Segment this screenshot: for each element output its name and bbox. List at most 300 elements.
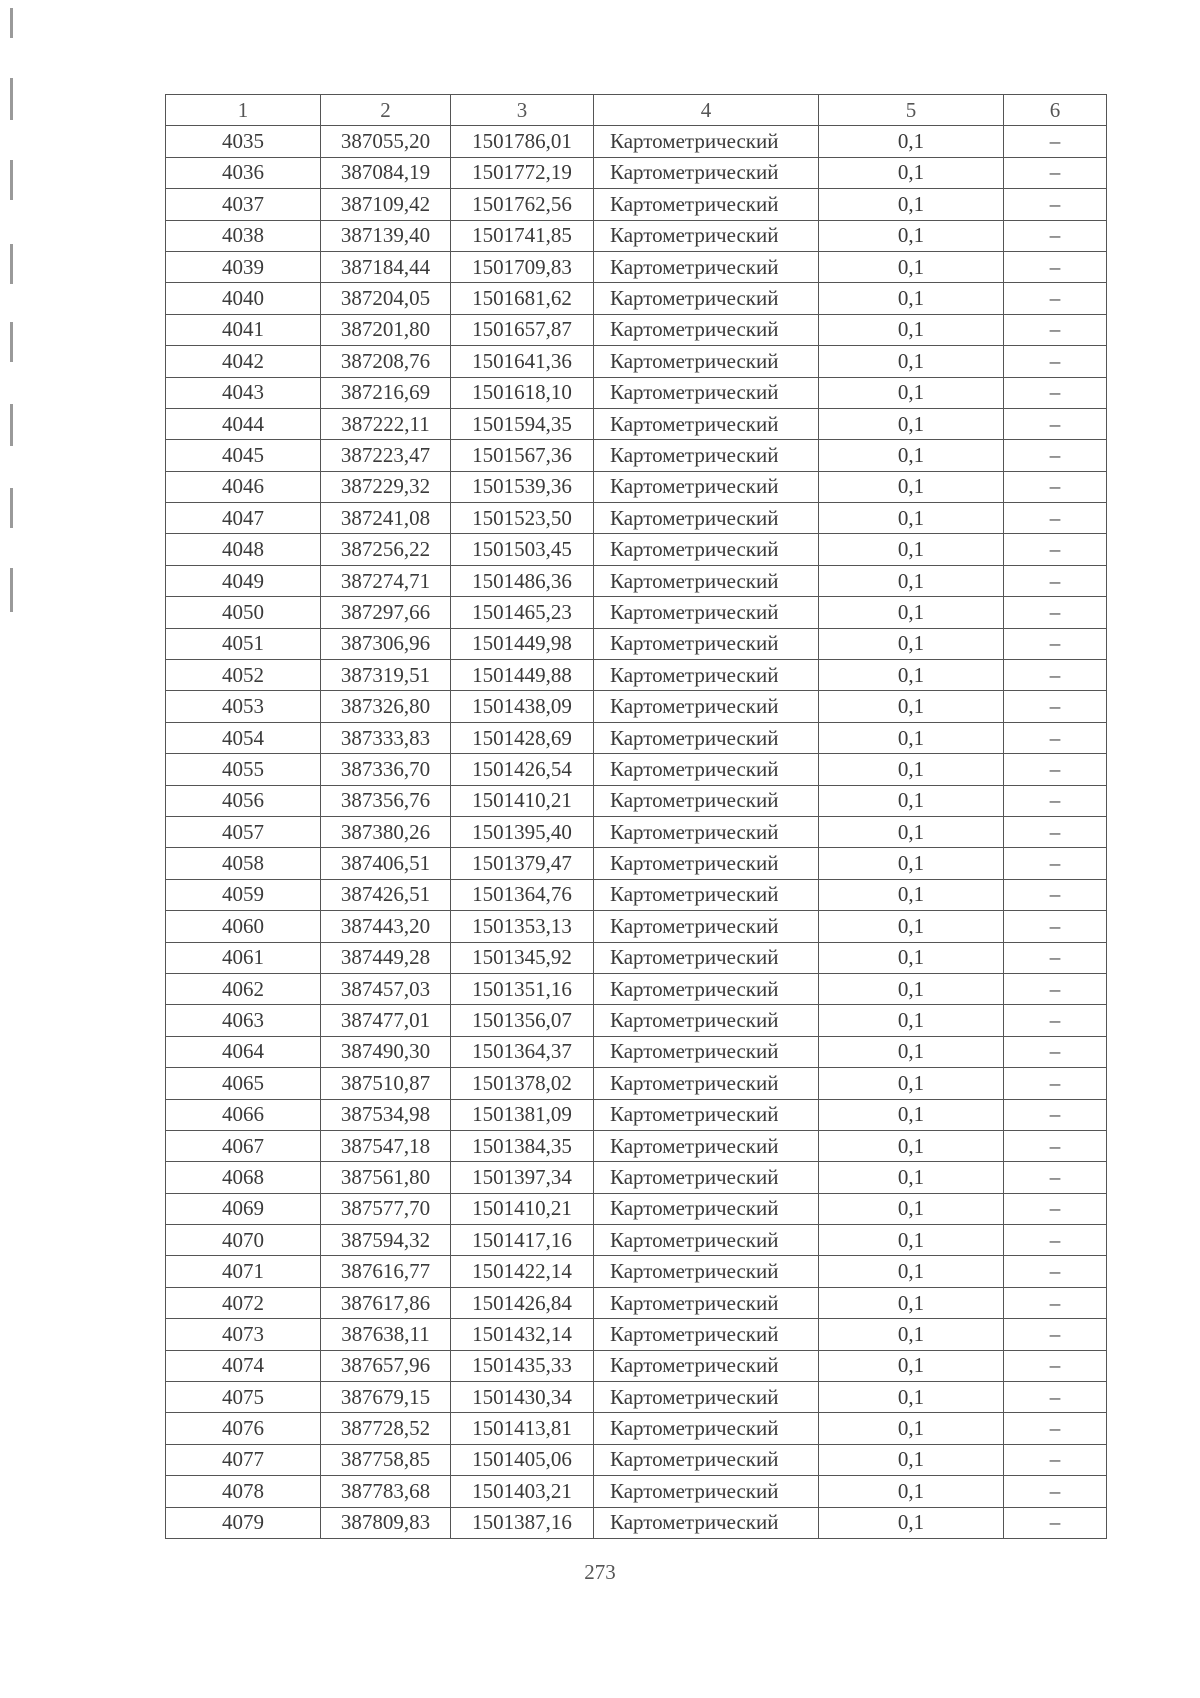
table-body	[166, 126, 1107, 1539]
table-cell-col-3: 1501426,84	[451, 1287, 594, 1318]
table-cell-col-6: –	[1004, 157, 1107, 188]
table-cell-col-6: –	[1004, 1036, 1107, 1067]
column-header-1: 1	[166, 95, 321, 126]
table-cell-col-5: 0,1	[819, 1193, 1004, 1224]
table-cell-col-4: Картометрический	[594, 1350, 819, 1381]
table-cell-col-2: 387406,51	[321, 848, 451, 879]
table-row	[166, 1319, 1107, 1350]
table-row	[166, 1476, 1107, 1507]
table-cell-col-5: 0,1	[819, 1507, 1004, 1538]
table-cell-col-6: –	[1004, 1413, 1107, 1444]
table-cell-col-2: 387241,08	[321, 503, 451, 534]
table-cell-col-6: –	[1004, 346, 1107, 377]
table-cell-col-3: 1501417,16	[451, 1225, 594, 1256]
table-cell-col-5: 0,1	[819, 1287, 1004, 1318]
table-cell-col-4: Картометрический	[594, 1099, 819, 1130]
table-cell-col-5: 0,1	[819, 754, 1004, 785]
table-cell-col-3: 1501430,34	[451, 1382, 594, 1413]
scan-mark	[10, 8, 13, 38]
table-cell-col-6: –	[1004, 1256, 1107, 1287]
table-cell-col-6: –	[1004, 534, 1107, 565]
table-cell-col-5: 0,1	[819, 314, 1004, 345]
table-cell-col-5: 0,1	[819, 251, 1004, 282]
table-cell-col-3: 1501486,36	[451, 565, 594, 596]
table-cell-col-5: 0,1	[819, 1350, 1004, 1381]
table-cell-col-1: 4073	[166, 1319, 321, 1350]
table-cell-col-6: –	[1004, 722, 1107, 753]
scan-mark	[10, 244, 13, 284]
table-cell-col-2: 387109,42	[321, 189, 451, 220]
table-cell-col-1: 4055	[166, 754, 321, 785]
table-cell-col-6: –	[1004, 1350, 1107, 1381]
table-cell-col-1: 4061	[166, 942, 321, 973]
table-cell-col-5: 0,1	[819, 1005, 1004, 1036]
table-cell-col-4: Картометрический	[594, 785, 819, 816]
table-cell-col-6: –	[1004, 408, 1107, 439]
table-cell-col-1: 4057	[166, 816, 321, 847]
table-cell-col-5: 0,1	[819, 691, 1004, 722]
table-cell-col-4: Картометрический	[594, 754, 819, 785]
table-cell-col-3: 1501403,21	[451, 1476, 594, 1507]
table-cell-col-1: 4063	[166, 1005, 321, 1036]
table-cell-col-4: Картометрический	[594, 1130, 819, 1161]
table-cell-col-5: 0,1	[819, 597, 1004, 628]
table-cell-col-5: 0,1	[819, 1225, 1004, 1256]
table-row	[166, 1225, 1107, 1256]
table-cell-col-1: 4037	[166, 189, 321, 220]
table-row	[166, 785, 1107, 816]
table-cell-col-6: –	[1004, 1319, 1107, 1350]
table-cell-col-3: 1501426,54	[451, 754, 594, 785]
table-cell-col-3: 1501397,34	[451, 1162, 594, 1193]
table-cell-col-1: 4059	[166, 879, 321, 910]
table-cell-col-1: 4068	[166, 1162, 321, 1193]
table-cell-col-2: 387426,51	[321, 879, 451, 910]
table-row	[166, 1099, 1107, 1130]
table-cell-col-6: –	[1004, 660, 1107, 691]
table-row	[166, 1193, 1107, 1224]
table-cell-col-5: 0,1	[819, 942, 1004, 973]
table-cell-col-4: Картометрический	[594, 565, 819, 596]
table-cell-col-2: 387547,18	[321, 1130, 451, 1161]
table-cell-col-1: 4043	[166, 377, 321, 408]
table-cell-col-4: Картометрический	[594, 816, 819, 847]
table-cell-col-5: 0,1	[819, 1162, 1004, 1193]
table-cell-col-3: 1501405,06	[451, 1444, 594, 1475]
column-header-2: 2	[321, 95, 451, 126]
table-cell-col-5: 0,1	[819, 1413, 1004, 1444]
scan-mark	[10, 568, 13, 612]
table-cell-col-1: 4056	[166, 785, 321, 816]
table-cell-col-6: –	[1004, 879, 1107, 910]
table-cell-col-5: 0,1	[819, 628, 1004, 659]
table-cell-col-1: 4062	[166, 973, 321, 1004]
table-cell-col-4: Картометрический	[594, 1162, 819, 1193]
table-cell-col-2: 387201,80	[321, 314, 451, 345]
table-cell-col-5: 0,1	[819, 848, 1004, 879]
table-cell-col-1: 4070	[166, 1225, 321, 1256]
table-cell-col-1: 4044	[166, 408, 321, 439]
table-cell-col-4: Картометрический	[594, 1256, 819, 1287]
table-cell-col-1: 4079	[166, 1507, 321, 1538]
coordinates-table-container	[165, 94, 1106, 1539]
table-cell-col-6: –	[1004, 1068, 1107, 1099]
table-cell-col-2: 387256,22	[321, 534, 451, 565]
table-cell-col-6: –	[1004, 628, 1107, 659]
table-cell-col-2: 387274,71	[321, 565, 451, 596]
table-cell-col-2: 387657,96	[321, 1350, 451, 1381]
table-cell-col-5: 0,1	[819, 973, 1004, 1004]
table-cell-col-2: 387594,32	[321, 1225, 451, 1256]
table-cell-col-3: 1501353,13	[451, 911, 594, 942]
table-cell-col-4: Картометрический	[594, 503, 819, 534]
table-cell-col-5: 0,1	[819, 1319, 1004, 1350]
table-cell-col-2: 387510,87	[321, 1068, 451, 1099]
table-cell-col-3: 1501567,36	[451, 440, 594, 471]
table-cell-col-5: 0,1	[819, 189, 1004, 220]
table-cell-col-2: 387534,98	[321, 1099, 451, 1130]
table-cell-col-1: 4078	[166, 1476, 321, 1507]
table-cell-col-3: 1501379,47	[451, 848, 594, 879]
table-row	[166, 251, 1107, 282]
table-cell-col-3: 1501641,36	[451, 346, 594, 377]
table-cell-col-1: 4050	[166, 597, 321, 628]
table-row	[166, 1068, 1107, 1099]
table-cell-col-1: 4052	[166, 660, 321, 691]
table-row	[166, 471, 1107, 502]
table-cell-col-5: 0,1	[819, 1256, 1004, 1287]
table-cell-col-6: –	[1004, 503, 1107, 534]
table-cell-col-3: 1501384,35	[451, 1130, 594, 1161]
table-cell-col-4: Картометрический	[594, 660, 819, 691]
table-cell-col-6: –	[1004, 597, 1107, 628]
table-cell-col-2: 387577,70	[321, 1193, 451, 1224]
table-cell-col-3: 1501709,83	[451, 251, 594, 282]
table-cell-col-6: –	[1004, 1382, 1107, 1413]
table-row	[166, 942, 1107, 973]
table-cell-col-5: 0,1	[819, 157, 1004, 188]
scan-mark	[10, 404, 13, 446]
table-cell-col-1: 4058	[166, 848, 321, 879]
table-cell-col-3: 1501381,09	[451, 1099, 594, 1130]
table-cell-col-4: Картометрический	[594, 440, 819, 471]
table-cell-col-5: 0,1	[819, 126, 1004, 157]
table-row	[166, 597, 1107, 628]
table-cell-col-2: 387084,19	[321, 157, 451, 188]
table-row	[166, 911, 1107, 942]
table-cell-col-3: 1501523,50	[451, 503, 594, 534]
table-cell-col-4: Картометрический	[594, 314, 819, 345]
table-cell-col-2: 387457,03	[321, 973, 451, 1004]
table-cell-col-4: Картометрический	[594, 691, 819, 722]
table-row	[166, 1382, 1107, 1413]
table-cell-col-4: Картометрический	[594, 942, 819, 973]
table-cell-col-4: Картометрический	[594, 848, 819, 879]
table-cell-col-2: 387055,20	[321, 126, 451, 157]
table-cell-col-1: 4040	[166, 283, 321, 314]
table-row	[166, 565, 1107, 596]
table-cell-col-1: 4067	[166, 1130, 321, 1161]
table-row	[166, 1507, 1107, 1538]
table-cell-col-4: Картометрический	[594, 1444, 819, 1475]
column-header-4: 4	[594, 95, 819, 126]
table-cell-col-1: 4049	[166, 565, 321, 596]
table-cell-col-3: 1501503,45	[451, 534, 594, 565]
table-row	[166, 503, 1107, 534]
table-cell-col-6: –	[1004, 1099, 1107, 1130]
table-row	[166, 1413, 1107, 1444]
table-row	[166, 377, 1107, 408]
table-cell-col-2: 387319,51	[321, 660, 451, 691]
table-cell-col-3: 1501410,21	[451, 1193, 594, 1224]
table-cell-col-1: 4053	[166, 691, 321, 722]
table-row	[166, 314, 1107, 345]
table-cell-col-2: 387561,80	[321, 1162, 451, 1193]
table-cell-col-2: 387443,20	[321, 911, 451, 942]
table-cell-col-2: 387728,52	[321, 1413, 451, 1444]
table-row	[166, 1444, 1107, 1475]
table-cell-col-5: 0,1	[819, 816, 1004, 847]
table-row	[166, 534, 1107, 565]
table-cell-col-1: 4069	[166, 1193, 321, 1224]
table-cell-col-3: 1501681,62	[451, 283, 594, 314]
table-row	[166, 879, 1107, 910]
table-cell-col-3: 1501772,19	[451, 157, 594, 188]
table-cell-col-3: 1501741,85	[451, 220, 594, 251]
table-cell-col-2: 387783,68	[321, 1476, 451, 1507]
table-cell-col-1: 4039	[166, 251, 321, 282]
table-cell-col-4: Картометрический	[594, 628, 819, 659]
table-cell-col-1: 4076	[166, 1413, 321, 1444]
coordinates-table	[165, 94, 1107, 1539]
table-cell-col-6: –	[1004, 754, 1107, 785]
table-cell-col-3: 1501657,87	[451, 314, 594, 345]
table-cell-col-5: 0,1	[819, 1099, 1004, 1130]
table-cell-col-2: 387679,15	[321, 1382, 451, 1413]
table-cell-col-4: Картометрический	[594, 377, 819, 408]
table-cell-col-1: 4038	[166, 220, 321, 251]
table-cell-col-6: –	[1004, 1162, 1107, 1193]
table-cell-col-1: 4036	[166, 157, 321, 188]
table-row	[166, 408, 1107, 439]
table-row	[166, 848, 1107, 879]
table-cell-col-4: Картометрический	[594, 1005, 819, 1036]
table-cell-col-2: 387490,30	[321, 1036, 451, 1067]
table-cell-col-5: 0,1	[819, 377, 1004, 408]
table-cell-col-6: –	[1004, 377, 1107, 408]
table-cell-col-6: –	[1004, 785, 1107, 816]
table-row	[166, 816, 1107, 847]
table-row	[166, 126, 1107, 157]
table-row	[166, 1005, 1107, 1036]
table-cell-col-2: 387222,11	[321, 408, 451, 439]
table-row	[166, 1036, 1107, 1067]
table-row	[166, 346, 1107, 377]
table-row	[166, 220, 1107, 251]
table-row	[166, 754, 1107, 785]
scan-mark	[10, 488, 13, 528]
table-cell-col-4: Картометрический	[594, 597, 819, 628]
table-cell-col-4: Картометрический	[594, 251, 819, 282]
table-cell-col-5: 0,1	[819, 534, 1004, 565]
table-cell-col-3: 1501378,02	[451, 1068, 594, 1099]
table-cell-col-2: 387336,70	[321, 754, 451, 785]
table-row	[166, 722, 1107, 753]
table-cell-col-1: 4065	[166, 1068, 321, 1099]
table-header-row	[166, 95, 1107, 126]
table-cell-col-6: –	[1004, 1193, 1107, 1224]
table-cell-col-6: –	[1004, 283, 1107, 314]
table-cell-col-3: 1501345,92	[451, 942, 594, 973]
table-cell-col-2: 387223,47	[321, 440, 451, 471]
table-cell-col-3: 1501618,10	[451, 377, 594, 408]
table-cell-col-3: 1501395,40	[451, 816, 594, 847]
table-cell-col-1: 4046	[166, 471, 321, 502]
table-cell-col-1: 4072	[166, 1287, 321, 1318]
table-cell-col-4: Картометрический	[594, 1382, 819, 1413]
table-cell-col-1: 4051	[166, 628, 321, 659]
table-cell-col-3: 1501351,16	[451, 973, 594, 1004]
table-cell-col-1: 4075	[166, 1382, 321, 1413]
scan-mark	[10, 322, 13, 362]
table-cell-col-6: –	[1004, 942, 1107, 973]
table-cell-col-6: –	[1004, 565, 1107, 596]
table-cell-col-4: Картометрический	[594, 1287, 819, 1318]
table-cell-col-6: –	[1004, 1444, 1107, 1475]
table-cell-col-6: –	[1004, 1130, 1107, 1161]
table-cell-col-6: –	[1004, 251, 1107, 282]
table-cell-col-3: 1501413,81	[451, 1413, 594, 1444]
table-cell-col-6: –	[1004, 691, 1107, 722]
table-cell-col-5: 0,1	[819, 660, 1004, 691]
table-cell-col-6: –	[1004, 1287, 1107, 1318]
table-cell-col-5: 0,1	[819, 911, 1004, 942]
table-cell-col-5: 0,1	[819, 1068, 1004, 1099]
table-cell-col-3: 1501449,88	[451, 660, 594, 691]
column-header-5: 5	[819, 95, 1004, 126]
table-cell-col-6: –	[1004, 126, 1107, 157]
table-cell-col-4: Картометрический	[594, 1507, 819, 1538]
table-cell-col-3: 1501356,07	[451, 1005, 594, 1036]
column-header-6: 6	[1004, 95, 1107, 126]
table-cell-col-2: 387306,96	[321, 628, 451, 659]
table-cell-col-2: 387617,86	[321, 1287, 451, 1318]
table-cell-col-1: 4041	[166, 314, 321, 345]
table-cell-col-2: 387139,40	[321, 220, 451, 251]
table-cell-col-4: Картометрический	[594, 879, 819, 910]
table-cell-col-4: Картометрический	[594, 189, 819, 220]
table-cell-col-5: 0,1	[819, 565, 1004, 596]
table-cell-col-6: –	[1004, 1476, 1107, 1507]
table-cell-col-5: 0,1	[819, 722, 1004, 753]
table-row	[166, 189, 1107, 220]
table-cell-col-2: 387229,32	[321, 471, 451, 502]
table-cell-col-2: 387184,44	[321, 251, 451, 282]
table-cell-col-6: –	[1004, 440, 1107, 471]
scan-mark	[10, 160, 13, 200]
table-cell-col-6: –	[1004, 1507, 1107, 1538]
table-cell-col-5: 0,1	[819, 1444, 1004, 1475]
table-cell-col-4: Картометрический	[594, 126, 819, 157]
table-cell-col-1: 4071	[166, 1256, 321, 1287]
table-cell-col-4: Картометрический	[594, 283, 819, 314]
table-cell-col-4: Картометрический	[594, 346, 819, 377]
table-cell-col-4: Картометрический	[594, 534, 819, 565]
table-cell-col-2: 387297,66	[321, 597, 451, 628]
table-cell-col-4: Картометрический	[594, 1476, 819, 1507]
table-cell-col-6: –	[1004, 1005, 1107, 1036]
table-cell-col-3: 1501428,69	[451, 722, 594, 753]
table-cell-col-3: 1501539,36	[451, 471, 594, 502]
table-cell-col-2: 387809,83	[321, 1507, 451, 1538]
table-cell-col-4: Картометрический	[594, 722, 819, 753]
table-cell-col-3: 1501762,56	[451, 189, 594, 220]
table-cell-col-1: 4047	[166, 503, 321, 534]
table-cell-col-6: –	[1004, 1225, 1107, 1256]
table-cell-col-1: 4035	[166, 126, 321, 157]
table-cell-col-3: 1501449,98	[451, 628, 594, 659]
table-cell-col-5: 0,1	[819, 283, 1004, 314]
table-cell-col-2: 387449,28	[321, 942, 451, 973]
table-cell-col-3: 1501387,16	[451, 1507, 594, 1538]
table-cell-col-5: 0,1	[819, 408, 1004, 439]
table-cell-col-6: –	[1004, 314, 1107, 345]
table-cell-col-1: 4077	[166, 1444, 321, 1475]
table-cell-col-2: 387326,80	[321, 691, 451, 722]
table-cell-col-3: 1501432,14	[451, 1319, 594, 1350]
table-row	[166, 691, 1107, 722]
table-row	[166, 283, 1107, 314]
table-cell-col-4: Картометрический	[594, 973, 819, 1004]
table-row	[166, 660, 1107, 691]
table-cell-col-5: 0,1	[819, 1036, 1004, 1067]
table-cell-col-1: 4064	[166, 1036, 321, 1067]
table-cell-col-4: Картометрический	[594, 1225, 819, 1256]
table-cell-col-3: 1501435,33	[451, 1350, 594, 1381]
table-cell-col-6: –	[1004, 189, 1107, 220]
table-cell-col-2: 387356,76	[321, 785, 451, 816]
table-cell-col-5: 0,1	[819, 346, 1004, 377]
table-cell-col-1: 4074	[166, 1350, 321, 1381]
scan-mark	[10, 78, 13, 120]
table-cell-col-2: 387758,85	[321, 1444, 451, 1475]
table-cell-col-2: 387638,11	[321, 1319, 451, 1350]
table-cell-col-5: 0,1	[819, 785, 1004, 816]
table-cell-col-2: 387477,01	[321, 1005, 451, 1036]
table-cell-col-3: 1501410,21	[451, 785, 594, 816]
table-cell-col-3: 1501786,01	[451, 126, 594, 157]
table-cell-col-4: Картометрический	[594, 1319, 819, 1350]
table-cell-col-1: 4066	[166, 1099, 321, 1130]
page-number: 273	[584, 1560, 616, 1584]
table-cell-col-5: 0,1	[819, 1130, 1004, 1161]
table-cell-col-2: 387216,69	[321, 377, 451, 408]
table-cell-col-4: Картометрический	[594, 408, 819, 439]
table-cell-col-6: –	[1004, 973, 1107, 1004]
table-cell-col-2: 387204,05	[321, 283, 451, 314]
table-row	[166, 1287, 1107, 1318]
table-row	[166, 628, 1107, 659]
table-cell-col-3: 1501364,76	[451, 879, 594, 910]
table-cell-col-4: Картометрический	[594, 1413, 819, 1444]
table-cell-col-6: –	[1004, 848, 1107, 879]
table-cell-col-1: 4048	[166, 534, 321, 565]
table-cell-col-3: 1501422,14	[451, 1256, 594, 1287]
table-cell-col-6: –	[1004, 471, 1107, 502]
table-cell-col-6: –	[1004, 816, 1107, 847]
table-cell-col-6: –	[1004, 911, 1107, 942]
column-header-3: 3	[451, 95, 594, 126]
